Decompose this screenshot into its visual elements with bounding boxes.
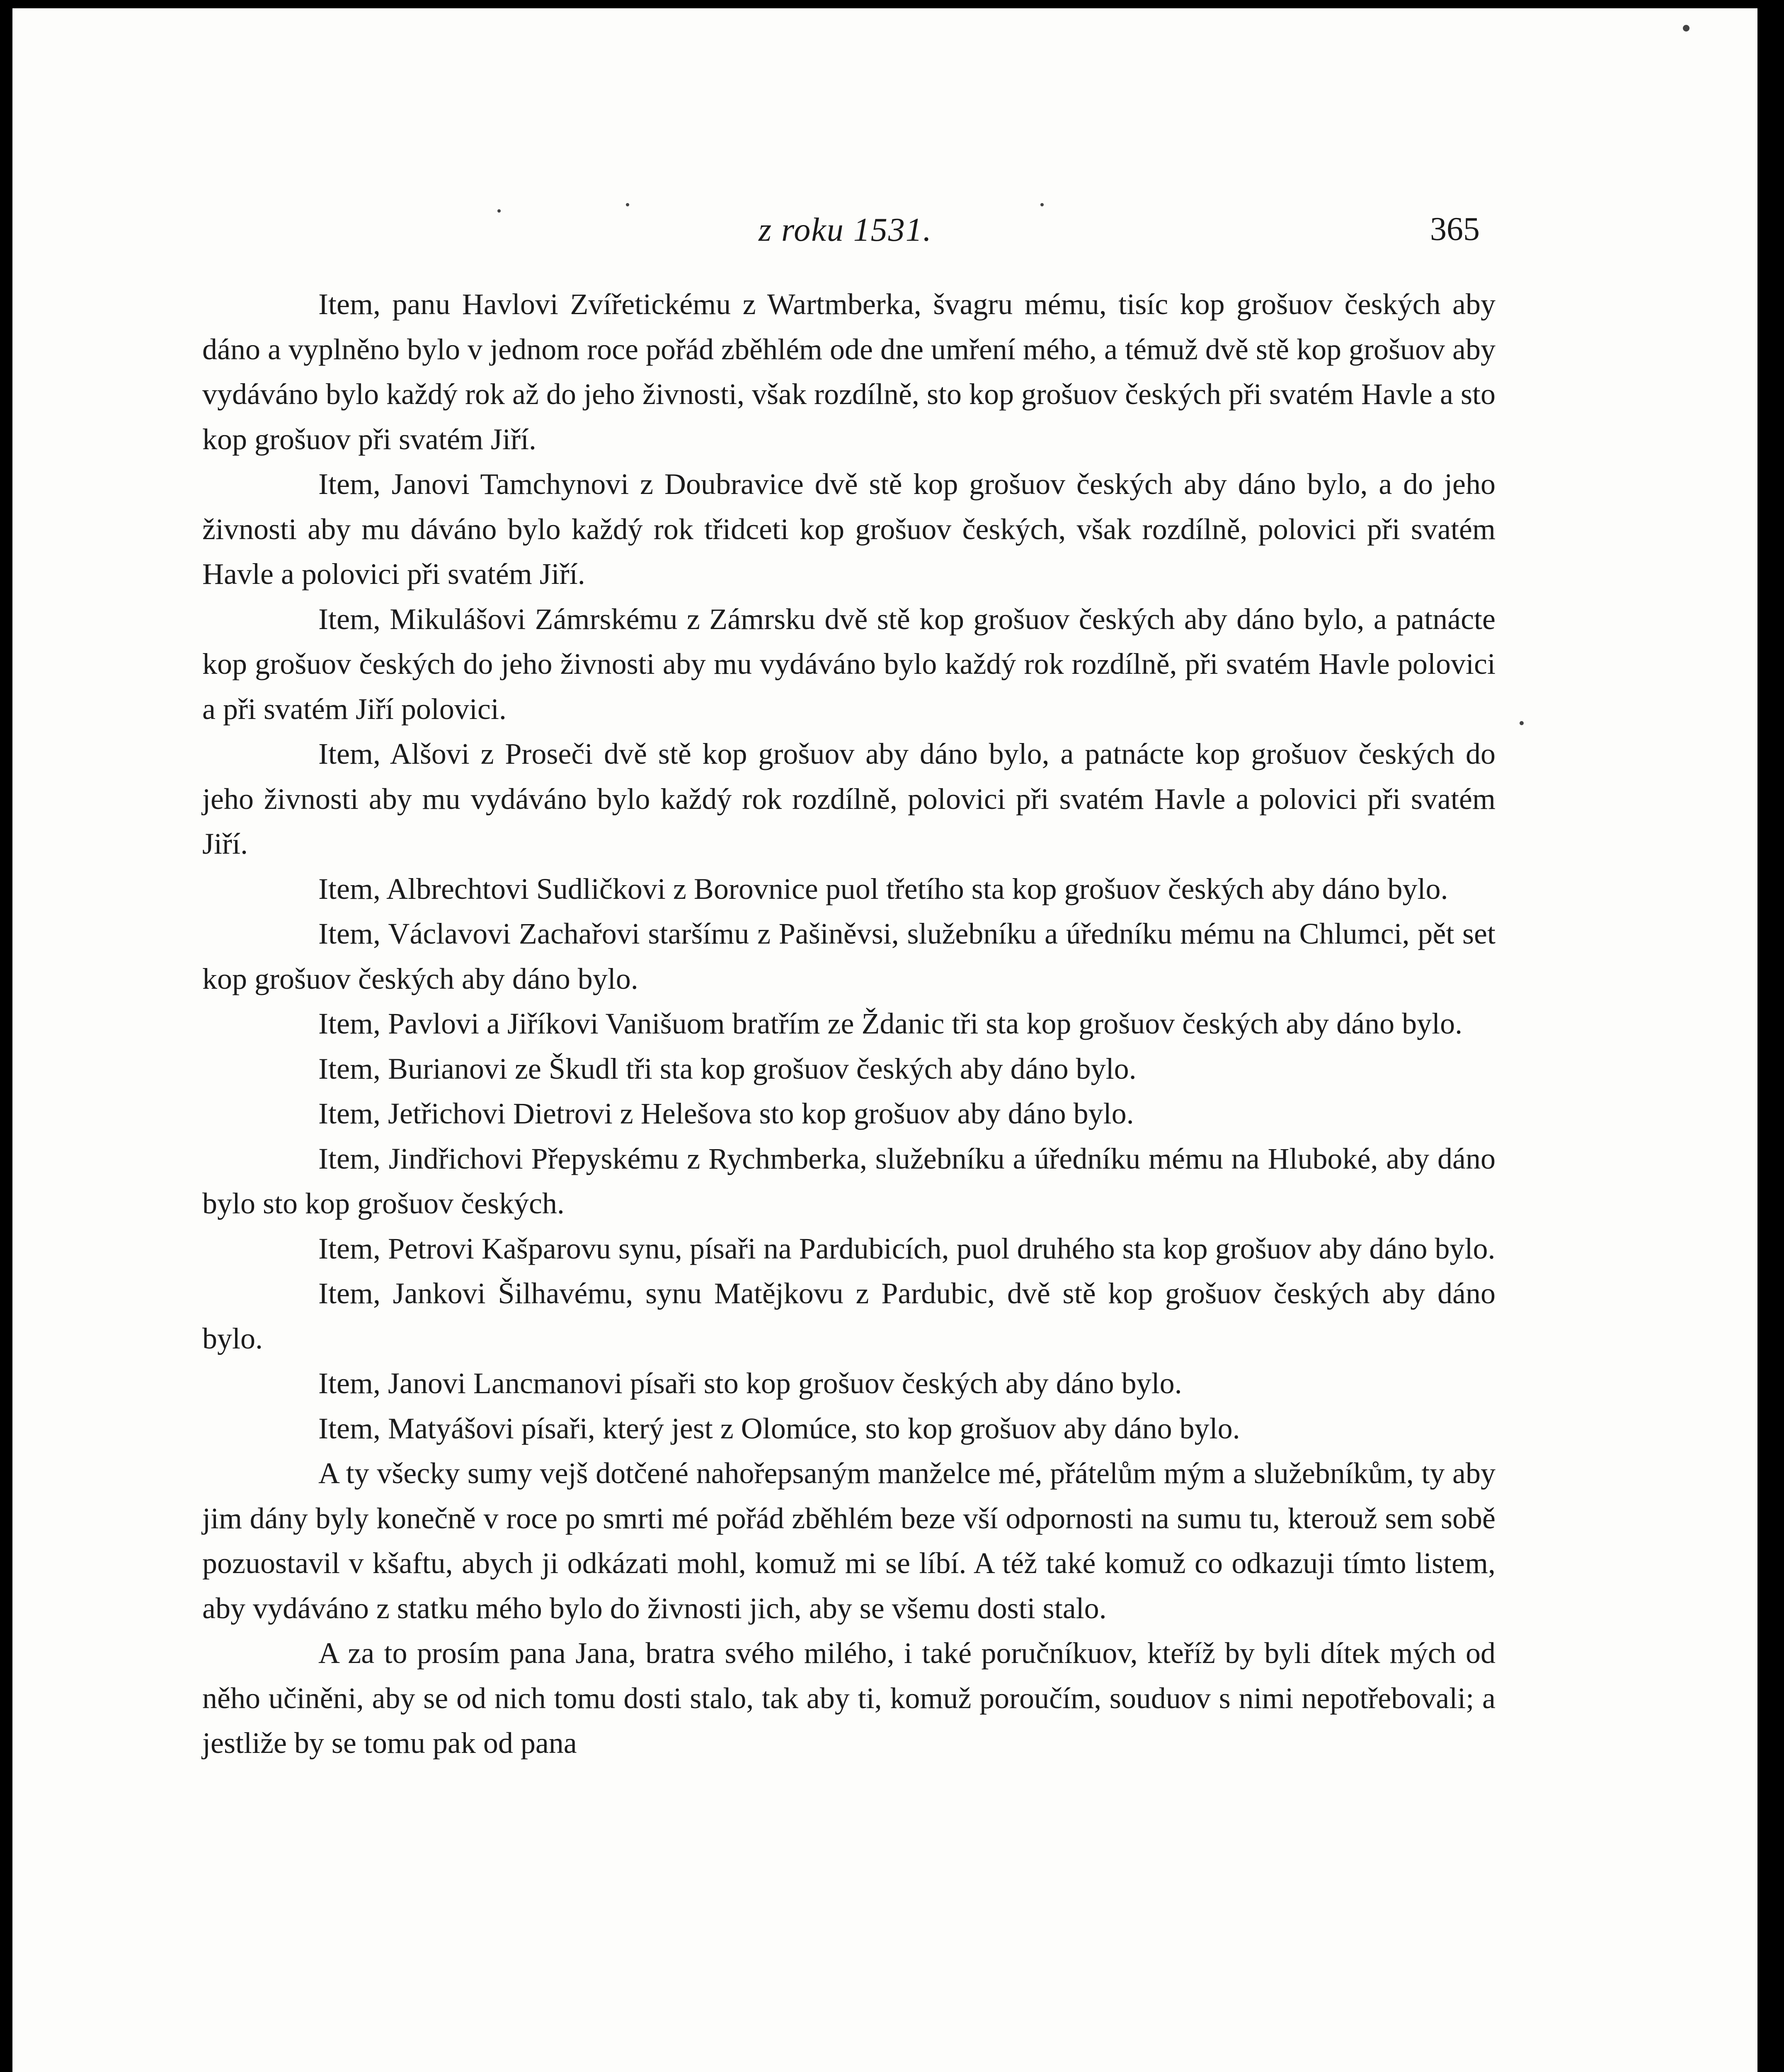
paragraph: Item, Jindřichovi Přepyskému z Rychmberka, služebníku a úředníku mému na Hluboké, aby dáno bylo sto kop grošuov českých. — [202, 1142, 1496, 1220]
speck — [1520, 721, 1524, 725]
paragraph: Item, Burianovi ze Škudl tři sta kop grošuov českých aby dáno bylo. — [318, 1052, 1137, 1085]
paragraph: Item, Albrechtovi Sudličkovi z Borovnice puol třetího sta kop grošuov českých aby dáno bylo. — [318, 872, 1448, 905]
paragraph: Item, Jankovi Šilhavému, synu Matějkovu z Pardubic, dvě stě kop grošuov českých aby dáno bylo. — [202, 1277, 1496, 1355]
paragraph: Item, Alšovi z Proseči dvě stě kop grošuov aby dáno bylo, a patnácte kop grošuov českých do jeho živnosti aby mu vydáváno bylo každý rok rozdílně, polovici při svatém Havle a polovici při svatém Jiří. — [202, 737, 1496, 860]
paragraph: A za to prosím pana Jana, bratra svého milého, i také poručníkuov, kteříž by byli dítek mých od něho učiněni, aby se od nich tomu dosti stalo, tak aby ti, komuž poroučím, souduov s nimi nepotřebovali; a jestliže by se tomu pak od pana — [202, 1636, 1496, 1760]
paragraph: Item, Jetřichovi Dietrovi z Helešova sto kop grošuov aby dáno bylo. — [318, 1097, 1134, 1130]
paragraph: Item, Mikulášovi Zámrskému z Zámrsku dvě stě kop grošuov českých aby dáno bylo, a patnácte kop grošuov českých do jeho živnosti aby mu vydáváno bylo každý rok rozdílně, při svatém Havle polovici a při svatém Jiří polovici. — [202, 602, 1496, 726]
paragraph: Item, Pavlovi a Jiříkovi Vanišuom bratřím ze Ždanic tři sta kop grošuov českých aby dáno bylo. — [318, 1007, 1463, 1040]
paragraph: Item, Matyášovi písaři, který jest z Olomúce, sto kop grošuov aby dáno bylo. — [318, 1411, 1240, 1445]
paragraph: Item, Václavovi Zachařovi staršímu z Pašiněvsi, služebníku a úředníku mému na Chlumci, pět set kop grošuov českých aby dáno bylo. — [202, 917, 1496, 995]
scan-border — [1757, 0, 1784, 2072]
running-head: z roku 1531. — [759, 212, 932, 248]
speck — [497, 209, 501, 213]
speck — [1683, 25, 1689, 31]
paragraph: A ty všecky sumy vejš dotčené nahořepsaným manželce mé, přátelům mým a služebníkům, ty aby jim dány byly konečně v roce po smrti mé pořád zběhlém beze vší odpornosti na sumu tu, kterouž sem sobě pozuostavil v kšaftu, abych ji odkázati mohl, komuž mi se líbí. A též také komuž co odkazuji tímto listem, aby vydáváno z statku mého bylo do živnosti jich, aby se všemu dosti stalo. — [202, 1457, 1496, 1625]
paragraph: Item, Janovi Tamchynovi z Doubravice dvě stě kop grošuov českých aby dáno bylo, a do jeho živnosti aby mu dáváno bylo každý rok třidceti kop grošuov českých, však rozdílně, polovici při svatém Havle a polovici při svatém Jiří. — [202, 467, 1496, 591]
page-number: 365 — [1430, 211, 1480, 247]
speck — [626, 203, 629, 206]
paragraph: Item, Janovi Lancmanovi písaři sto kop grošuov českých aby dáno bylo. — [318, 1367, 1182, 1400]
speck — [1040, 203, 1044, 206]
text-body — [202, 282, 1496, 1766]
paragraph: Item, panu Havlovi Zvířetickému z Wartmberka, švagru mému, tisíc kop grošuov českých aby dáno a vyplněno bylo v jednom roce pořád zběhlém ode dne umření mého, a témuž dvě stě kop grošuov aby vydáváno bylo každý rok až do jeho živnosti, však rozdílně, sto kop grošuov českých při svatém Havle a sto kop grošuov při svatém Jiří. — [202, 288, 1496, 456]
scanned-page — [12, 8, 1757, 2072]
paragraph: Item, Petrovi Kašparovu synu, písaři na Pardubicích, puol druhého sta kop grošuov aby dáno bylo. — [318, 1232, 1496, 1265]
